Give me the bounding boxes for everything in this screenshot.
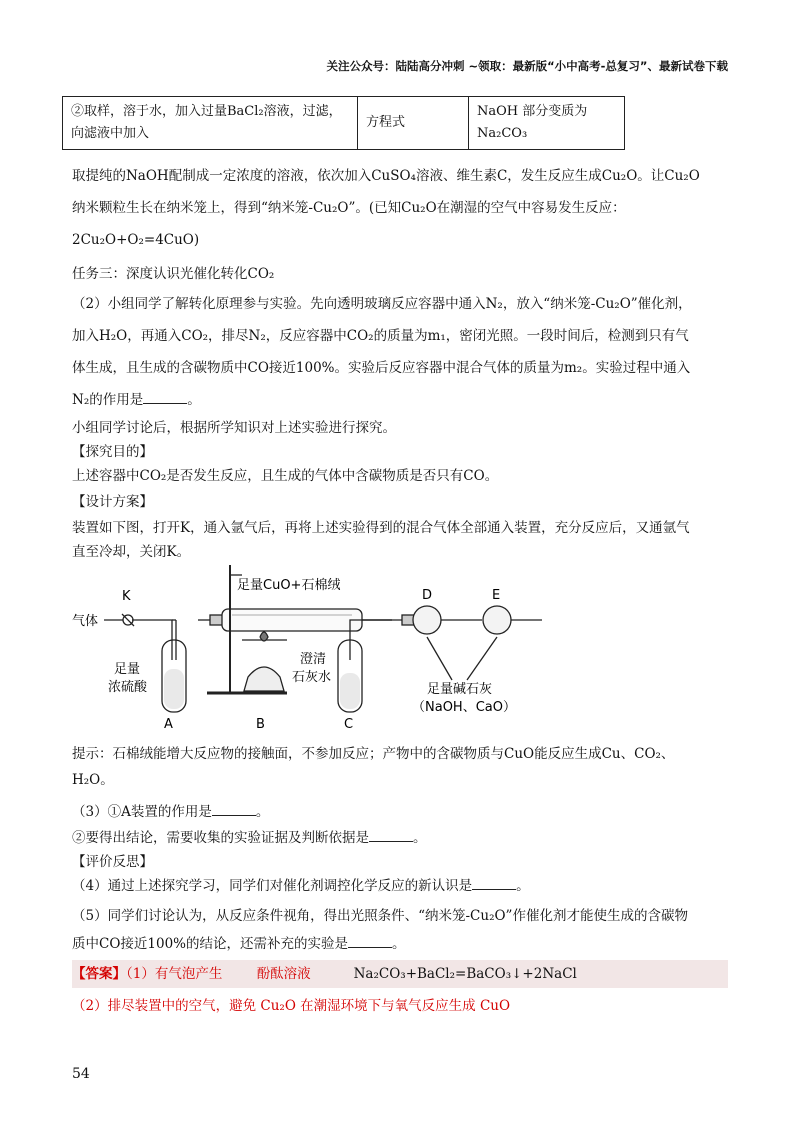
answer-blank: [348, 935, 392, 948]
table-cell-method: 方程式: [358, 97, 469, 150]
paragraph-line: 小组同学讨论后，根据所学知识对上述实验进行探究。: [72, 420, 396, 436]
table-cell-conclusion: [469, 97, 625, 150]
page-header: 关注公众号：陆陆高分冲刺 ~领取：最新版“小中高考-总复习”、最新试卷下载: [326, 59, 728, 73]
hint-line: 提示：石棉绒能增大反应物的接触面，不参加反应；产物中的含碳物质与CuO能反应生成Cu、CO₂、: [72, 746, 675, 762]
hint-line: H₂O。: [72, 772, 114, 788]
paragraph-line: 装置如下图，打开K，通入氩气后，再将上述实验得到的混合气体全部通入装置，充分反应后，又通氩气: [72, 520, 690, 536]
conclusion-line-1: NaOH 部分变质为: [477, 104, 588, 119]
conclusion-line-2: Na₂CO₃: [477, 126, 528, 141]
tube-c-reagent: 石灰水: [292, 670, 332, 685]
answer-line-2: （2）排尽装置中的空气，避免 Cu₂O 在潮湿环境下与氧气反应生成 CuO: [72, 998, 511, 1014]
label-e: E: [492, 588, 501, 603]
reaction-tube-b: [222, 609, 362, 631]
question-3-1: （3）①A装置的作用是 。: [72, 804, 270, 820]
liquid-a: [164, 669, 184, 709]
drying-tube-e: [483, 606, 511, 634]
apparatus-diagram: [72, 565, 552, 735]
tube-a-reagent: 足量: [114, 662, 141, 677]
question-2-line: 体生成，且生成的含碳物质中CO接近100%。实验后反应容器中混合气体的质量为m₂。实验过程中通入: [72, 360, 691, 376]
alcohol-lamp-icon: [244, 667, 284, 691]
section-heading: 【探究目的】: [72, 444, 153, 460]
soda-lime-formula: （NaOH、CaO）: [412, 700, 516, 715]
label-d: D: [422, 588, 433, 603]
question-4: （4）通过上述探究学习，同学们对催化剂调控化学反应的新认识是 。: [72, 878, 530, 894]
paragraph-line: 纳米颗粒生长在纳米笼上，得到“纳米笼-Cu₂O”。(已知Cu₂O在潮湿的空气中容易发生反应：: [72, 200, 626, 216]
gas-label: 气体: [72, 614, 99, 629]
label-a: A: [164, 717, 173, 732]
paragraph-line: 2Cu₂O+O₂=4CuO): [72, 232, 200, 248]
paragraph-line: 取提纯的NaOH配制成一定浓度的溶液，依次加入CuSO₄溶液、维生素C，发生反应生成Cu₂O。让Cu₂O: [72, 168, 700, 184]
answer-blank: [472, 877, 516, 890]
valve-k-label: K: [122, 589, 131, 604]
tube-c-reagent: 澄清: [300, 652, 327, 667]
question-2-line: 加入H₂O，再通入CO₂，排尽N₂，反应容器中CO₂的质量为m₁，密闭光照。一段时间后，检测到只有气: [72, 328, 689, 344]
section-heading: 【设计方案】: [72, 494, 153, 510]
answer-tag: 【答案】: [72, 966, 126, 982]
answer-blank: [143, 391, 187, 404]
question-3-2: ②要得出结论，需要收集的实验证据及判断依据是 。: [72, 830, 427, 846]
answer-line-1: 【答案】（1）有气泡产生 酚酞溶液 Na₂CO₃+BaCl₂=BaCO₃↓+2NaCl: [72, 966, 577, 982]
paragraph-line: 上述容器中CO₂是否发生反应，且生成的气体中含碳物质是否只有CO。: [72, 468, 499, 484]
tube-b-reagent: 足量CuO+石棉绒: [237, 578, 341, 593]
result-table: [62, 96, 625, 150]
section-heading: 【评价反思】: [72, 854, 153, 870]
page-number: 54: [72, 1066, 90, 1082]
section-heading: 任务三：深度认识光催化转化CO₂: [72, 266, 275, 282]
question-5-line: （5）同学们讨论认为，从反应条件视角，得出光照条件、“纳米笼-Cu₂O”作催化剂才能使生成的含碳物: [72, 908, 688, 924]
table-cell-step: ②取样，溶于水，加入过量BaCl₂溶液，过滤，向滤液中加入: [63, 97, 358, 150]
tube-a-reagent: 浓硫酸: [108, 680, 148, 695]
soda-lime-label: 足量碱石灰: [427, 682, 493, 697]
paragraph-line: 直至冷却，关闭K。: [72, 544, 191, 560]
label-b: B: [256, 717, 265, 732]
question-2-line: N₂的作用是 。: [72, 392, 201, 408]
label-c: C: [344, 717, 354, 732]
question-2-line: （2）小组同学了解转化原理参与实验。先向透明玻璃反应容器中通入N₂，放入“纳米笼-Cu₂O”催化剂，: [72, 296, 692, 312]
question-5-line: 质中CO接近100%的结论，还需补充的实验是 。: [72, 936, 406, 952]
drying-tube-d: [413, 606, 441, 634]
answer-blank: [212, 803, 256, 816]
answer-blank: [369, 829, 413, 842]
table-row: [63, 97, 625, 150]
